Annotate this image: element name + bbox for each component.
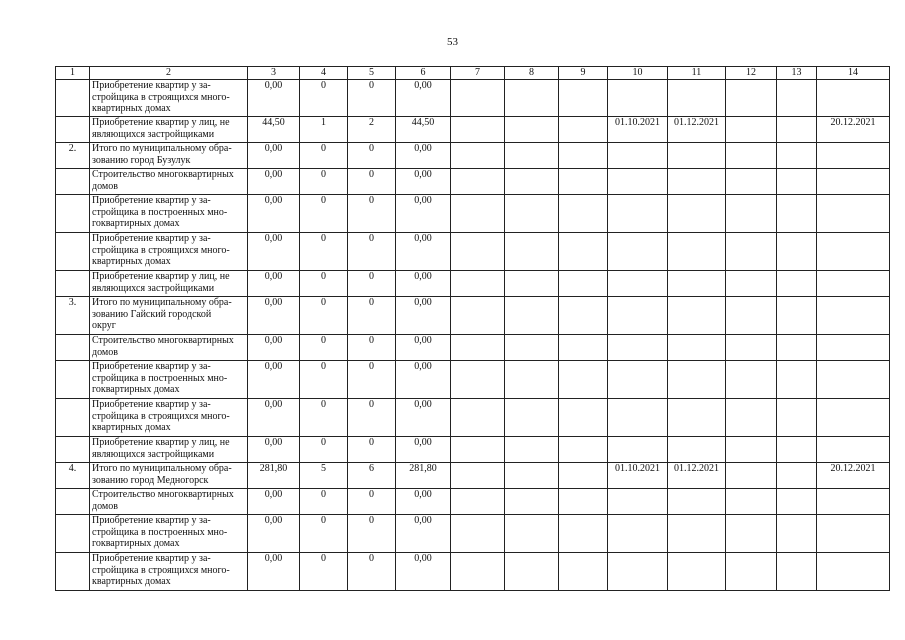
col11-date — [668, 335, 726, 361]
row-name: Итого по муниципальному обра- зованию Гайский городской округ — [90, 297, 248, 335]
col6-value: 0,00 — [396, 399, 451, 437]
col13-value — [777, 399, 817, 437]
col10-date: 01.10.2021 — [608, 117, 668, 143]
table-row — [56, 271, 890, 297]
col11-date — [668, 195, 726, 233]
col3-value: 0,00 — [248, 195, 300, 233]
col4-value: 0 — [300, 80, 348, 117]
row-number — [56, 233, 90, 271]
col8-value — [505, 437, 559, 463]
table-row — [56, 553, 890, 591]
col14-date — [817, 80, 890, 117]
col10-date — [608, 361, 668, 399]
col6-value: 0,00 — [396, 297, 451, 335]
col13-value — [777, 143, 817, 169]
col13-value — [777, 361, 817, 399]
table-row — [56, 437, 890, 463]
col6-value: 0,00 — [396, 233, 451, 271]
col14-date — [817, 233, 890, 271]
col8-value — [505, 463, 559, 489]
col3-value: 0,00 — [248, 143, 300, 169]
col10-date — [608, 195, 668, 233]
col6-value: 0,00 — [396, 515, 451, 553]
col3-value: 0,00 — [248, 515, 300, 553]
row-number — [56, 169, 90, 195]
col4-value: 0 — [300, 399, 348, 437]
header-row — [56, 67, 890, 80]
header-cell: 4 — [300, 67, 348, 80]
col7-value — [451, 195, 505, 233]
col6-value: 281,80 — [396, 463, 451, 489]
col4-value: 0 — [300, 515, 348, 553]
col13-value — [777, 169, 817, 195]
row-number — [56, 271, 90, 297]
col13-value — [777, 489, 817, 515]
col4-value: 0 — [300, 271, 348, 297]
col14-date: 20.12.2021 — [817, 463, 890, 489]
col11-date — [668, 143, 726, 169]
row-name: Приобретение квартир у лиц, не являющихся застройщиками — [90, 437, 248, 463]
col10-date — [608, 489, 668, 515]
col9-value — [559, 399, 608, 437]
col8-value — [505, 169, 559, 195]
col9-value — [559, 361, 608, 399]
col4-value: 0 — [300, 233, 348, 271]
col10-date — [608, 271, 668, 297]
col7-value — [451, 361, 505, 399]
col5-value: 0 — [348, 297, 396, 335]
col6-value: 0,00 — [396, 169, 451, 195]
col13-value — [777, 195, 817, 233]
col7-value — [451, 335, 505, 361]
table-row — [56, 169, 890, 195]
row-name: Приобретение квартир у за- стройщика в построенных мно- гоквартирных домах — [90, 361, 248, 399]
col13-value — [777, 80, 817, 117]
col3-value: 0,00 — [248, 335, 300, 361]
col4-value: 0 — [300, 195, 348, 233]
col11-date — [668, 361, 726, 399]
col4-value: 5 — [300, 463, 348, 489]
table-body — [56, 67, 890, 591]
col8-value — [505, 233, 559, 271]
col6-value: 0,00 — [396, 143, 451, 169]
col14-date — [817, 553, 890, 591]
row-name: Итого по муниципальному обра- зованию город Медногорск — [90, 463, 248, 489]
col13-value — [777, 437, 817, 463]
col4-value: 0 — [300, 489, 348, 515]
table-row — [56, 80, 890, 117]
col10-date — [608, 297, 668, 335]
col7-value — [451, 515, 505, 553]
col3-value: 0,00 — [248, 233, 300, 271]
col10-date — [608, 399, 668, 437]
col11-date — [668, 489, 726, 515]
col8-value — [505, 335, 559, 361]
col4-value: 0 — [300, 335, 348, 361]
table-row — [56, 233, 890, 271]
col12-value — [726, 463, 777, 489]
col4-value: 0 — [300, 361, 348, 399]
row-name: Приобретение квартир у за- стройщика в строящихся много- квартирных домах — [90, 553, 248, 591]
col9-value — [559, 297, 608, 335]
col9-value — [559, 233, 608, 271]
header-cell: 6 — [396, 67, 451, 80]
row-number — [56, 80, 90, 117]
col3-value: 0,00 — [248, 169, 300, 195]
col5-value: 0 — [348, 515, 396, 553]
table-row — [56, 195, 890, 233]
row-number — [56, 553, 90, 591]
col5-value: 6 — [348, 463, 396, 489]
col14-date — [817, 195, 890, 233]
row-name: Приобретение квартир у лиц, не являющихся застройщиками — [90, 271, 248, 297]
col11-date — [668, 553, 726, 591]
col5-value: 0 — [348, 335, 396, 361]
col14-date — [817, 361, 890, 399]
row-number — [56, 515, 90, 553]
row-number: 4. — [56, 463, 90, 489]
col11-date — [668, 297, 726, 335]
col13-value — [777, 515, 817, 553]
col7-value — [451, 117, 505, 143]
col7-value — [451, 463, 505, 489]
col10-date — [608, 233, 668, 271]
table-row — [56, 399, 890, 437]
col9-value — [559, 553, 608, 591]
col7-value — [451, 489, 505, 515]
table-row — [56, 489, 890, 515]
col14-date — [817, 437, 890, 463]
col9-value — [559, 463, 608, 489]
col11-date — [668, 271, 726, 297]
table-row — [56, 335, 890, 361]
row-name: Приобретение квартир у за- стройщика в строящихся много- квартирных домах — [90, 80, 248, 117]
row-name: Строительство многоквартирных домов — [90, 169, 248, 195]
col10-date — [608, 169, 668, 195]
col8-value — [505, 553, 559, 591]
table-row — [56, 117, 890, 143]
page-number: 53 — [447, 36, 458, 48]
row-name: Приобретение квартир у лиц, не являющихся застройщиками — [90, 117, 248, 143]
row-name: Приобретение квартир у за- стройщика в построенных мно- гоквартирных домах — [90, 195, 248, 233]
col14-date — [817, 335, 890, 361]
row-name: Приобретение квартир у за- стройщика в построенных мно- гоквартирных домах — [90, 515, 248, 553]
col5-value: 0 — [348, 489, 396, 515]
col7-value — [451, 553, 505, 591]
col12-value — [726, 489, 777, 515]
col12-value — [726, 361, 777, 399]
row-number — [56, 195, 90, 233]
col4-value: 0 — [300, 437, 348, 463]
col8-value — [505, 195, 559, 233]
col10-date — [608, 80, 668, 117]
col7-value — [451, 437, 505, 463]
col5-value: 0 — [348, 553, 396, 591]
col14-date — [817, 489, 890, 515]
row-name: Приобретение квартир у за- стройщика в строящихся много- квартирных домах — [90, 233, 248, 271]
col13-value — [777, 553, 817, 591]
col13-value — [777, 297, 817, 335]
col5-value: 0 — [348, 80, 396, 117]
row-name: Строительство многоквартирных домов — [90, 489, 248, 515]
col14-date — [817, 271, 890, 297]
col6-value: 44,50 — [396, 117, 451, 143]
row-name: Строительство многоквартирных домов — [90, 335, 248, 361]
col12-value — [726, 271, 777, 297]
col4-value: 0 — [300, 169, 348, 195]
header-cell: 7 — [451, 67, 505, 80]
col14-date — [817, 143, 890, 169]
col12-value — [726, 515, 777, 553]
col5-value: 0 — [348, 361, 396, 399]
row-number — [56, 361, 90, 399]
col5-value: 0 — [348, 195, 396, 233]
col11-date — [668, 437, 726, 463]
col6-value: 0,00 — [396, 80, 451, 117]
col8-value — [505, 489, 559, 515]
col11-date — [668, 80, 726, 117]
col4-value: 0 — [300, 553, 348, 591]
col8-value — [505, 117, 559, 143]
row-name: Приобретение квартир у за- стройщика в строящихся много- квартирных домах — [90, 399, 248, 437]
col12-value — [726, 399, 777, 437]
col9-value — [559, 335, 608, 361]
row-name: Итого по муниципальному обра- зованию город Бузулук — [90, 143, 248, 169]
col5-value: 0 — [348, 233, 396, 271]
col10-date — [608, 143, 668, 169]
col7-value — [451, 169, 505, 195]
row-number — [56, 335, 90, 361]
col9-value — [559, 169, 608, 195]
col8-value — [505, 399, 559, 437]
col3-value: 0,00 — [248, 80, 300, 117]
col10-date — [608, 515, 668, 553]
col6-value: 0,00 — [396, 335, 451, 361]
col14-date — [817, 169, 890, 195]
col14-date — [817, 399, 890, 437]
header-cell: 11 — [668, 67, 726, 80]
col5-value: 0 — [348, 399, 396, 437]
col13-value — [777, 233, 817, 271]
col6-value: 0,00 — [396, 489, 451, 515]
col11-date — [668, 169, 726, 195]
col6-value: 0,00 — [396, 195, 451, 233]
table-row — [56, 463, 890, 489]
col12-value — [726, 195, 777, 233]
col7-value — [451, 297, 505, 335]
col10-date — [608, 437, 668, 463]
col3-value: 0,00 — [248, 297, 300, 335]
col3-value: 0,00 — [248, 489, 300, 515]
col13-value — [777, 463, 817, 489]
col9-value — [559, 80, 608, 117]
col12-value — [726, 80, 777, 117]
col13-value — [777, 335, 817, 361]
col9-value — [559, 195, 608, 233]
col12-value — [726, 169, 777, 195]
col3-value: 0,00 — [248, 271, 300, 297]
col7-value — [451, 233, 505, 271]
col8-value — [505, 515, 559, 553]
table-row — [56, 143, 890, 169]
row-number — [56, 399, 90, 437]
col6-value: 0,00 — [396, 553, 451, 591]
col12-value — [726, 297, 777, 335]
col4-value: 1 — [300, 117, 348, 143]
col12-value — [726, 143, 777, 169]
col5-value: 0 — [348, 169, 396, 195]
col4-value: 0 — [300, 143, 348, 169]
col11-date — [668, 399, 726, 437]
col8-value — [505, 361, 559, 399]
col12-value — [726, 233, 777, 271]
col5-value: 0 — [348, 143, 396, 169]
program-table — [55, 66, 890, 591]
col9-value — [559, 437, 608, 463]
col12-value — [726, 335, 777, 361]
col3-value: 281,80 — [248, 463, 300, 489]
col7-value — [451, 80, 505, 117]
col9-value — [559, 271, 608, 297]
header-cell: 8 — [505, 67, 559, 80]
header-cell: 13 — [777, 67, 817, 80]
header-cell: 5 — [348, 67, 396, 80]
col12-value — [726, 553, 777, 591]
col6-value: 0,00 — [396, 271, 451, 297]
col10-date — [608, 553, 668, 591]
col5-value: 0 — [348, 437, 396, 463]
col6-value: 0,00 — [396, 361, 451, 399]
col10-date — [608, 335, 668, 361]
col8-value — [505, 80, 559, 117]
col7-value — [451, 143, 505, 169]
col11-date — [668, 515, 726, 553]
col14-date: 20.12.2021 — [817, 117, 890, 143]
col11-date: 01.12.2021 — [668, 117, 726, 143]
col10-date: 01.10.2021 — [608, 463, 668, 489]
table-row — [56, 361, 890, 399]
col8-value — [505, 271, 559, 297]
col7-value — [451, 399, 505, 437]
row-number: 3. — [56, 297, 90, 335]
row-number: 2. — [56, 143, 90, 169]
col9-value — [559, 515, 608, 553]
col9-value — [559, 143, 608, 169]
col8-value — [505, 143, 559, 169]
table-row — [56, 297, 890, 335]
row-number — [56, 437, 90, 463]
col9-value — [559, 117, 608, 143]
row-number — [56, 489, 90, 515]
row-number — [56, 117, 90, 143]
col11-date — [668, 233, 726, 271]
col12-value — [726, 117, 777, 143]
table-row — [56, 515, 890, 553]
col11-date: 01.12.2021 — [668, 463, 726, 489]
col5-value: 0 — [348, 271, 396, 297]
col3-value: 0,00 — [248, 553, 300, 591]
col14-date — [817, 515, 890, 553]
header-cell: 9 — [559, 67, 608, 80]
col3-value: 0,00 — [248, 437, 300, 463]
col3-value: 0,00 — [248, 361, 300, 399]
col3-value: 44,50 — [248, 117, 300, 143]
col7-value — [451, 271, 505, 297]
col9-value — [559, 489, 608, 515]
col13-value — [777, 271, 817, 297]
header-cell: 2 — [90, 67, 248, 80]
col12-value — [726, 437, 777, 463]
col13-value — [777, 117, 817, 143]
col3-value: 0,00 — [248, 399, 300, 437]
header-cell: 3 — [248, 67, 300, 80]
col14-date — [817, 297, 890, 335]
col4-value: 0 — [300, 297, 348, 335]
col6-value: 0,00 — [396, 437, 451, 463]
header-cell: 1 — [56, 67, 90, 80]
header-cell: 12 — [726, 67, 777, 80]
header-cell: 14 — [817, 67, 890, 80]
col8-value — [505, 297, 559, 335]
col5-value: 2 — [348, 117, 396, 143]
header-cell: 10 — [608, 67, 668, 80]
